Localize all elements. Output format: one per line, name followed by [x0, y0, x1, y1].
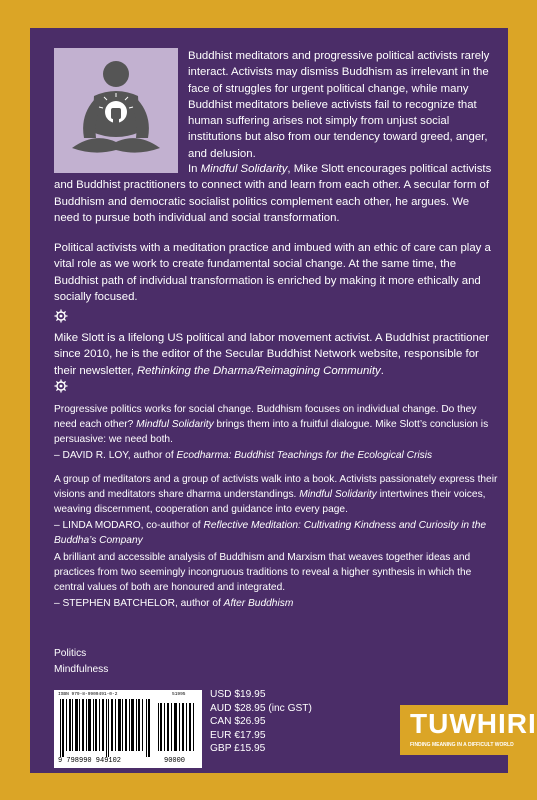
- intro-paragraph-2-start: In: [188, 163, 201, 175]
- price-can: CAN $26.95: [210, 716, 266, 728]
- endorsement-1-start: Progressive politics works for social change. Buddhism focuses on individual change. Do they need each other?: [54, 404, 477, 431]
- publisher-tagline: FINDING MEANING IN A DIFFICULT WORLD: [410, 742, 514, 748]
- barcode-addon-number: 90000: [164, 757, 186, 765]
- endorsement-2: [54, 472, 500, 548]
- price-aud: AUD $28.95 (inc GST): [210, 702, 312, 714]
- isbn-label: ISBN 979-8-9909491-0-2: [58, 692, 118, 697]
- dharma-wheel-icon: [54, 379, 68, 393]
- barcode-bars: [58, 699, 198, 757]
- endorsement-2-text: [54, 472, 500, 518]
- price-list: [210, 688, 312, 756]
- price-code: 51995: [172, 692, 186, 697]
- newsletter-title: Rethinking the Dharma/Reimagining Community: [136, 364, 381, 377]
- attribution-book-title: Reflective Meditation: Cultivating Kindness and Curiosity in the Buddha’s Company: [54, 519, 487, 546]
- endorsement-1-rest: brings them into a fruitful dialogue. Mike Slott’s conclusion is persuasive: we need both.: [54, 419, 489, 446]
- endorsement-2-start: A group of meditators and a group of activists walk into a book. Activists passionately express their visions and meditators share dharma understandings.: [54, 474, 498, 501]
- price-gbp: GBP £15.95: [210, 743, 266, 755]
- book-title-mention: Mindful Solidarity: [136, 419, 214, 431]
- author-bio-text: Mike Slott is a lifelong US political and labor movement activist. A Buddhist practitioner since 2010, he is the editor of the Secular Buddhist Network website, responsible for their newsletter,: [54, 332, 489, 377]
- intro-paragraph-2: [54, 161, 494, 226]
- cover-panel: [30, 28, 537, 773]
- price-eur: EUR €17.95: [210, 729, 266, 741]
- endorsement-3: [54, 550, 500, 611]
- book-title-mention: Mindful Solidarity: [200, 163, 288, 175]
- attribution-name: – STEPHEN BATCHELOR, author of: [54, 597, 224, 609]
- price-usd: USD $19.95: [210, 689, 266, 700]
- attribution-book-title: After Buddhism: [223, 597, 294, 609]
- category-politics: Politics: [54, 648, 87, 659]
- attribution-name: – DAVID R. LOY, author of: [54, 449, 177, 461]
- intro-paragraph-1: Buddhist meditators and progressive political activists rarely interact. Activists may dismiss Buddhism as irrelevant in the face of struggles for urgent political change, while many Buddhist meditators believe activists fail to recognize that human suffering arises not simply from unjust social institutions but also from our tendency toward greed, anger, and delusion.: [188, 50, 490, 160]
- endorsement-2-rest: intertwines their voices, weaving discernment, cooperation and guidance into every page.: [54, 489, 486, 516]
- category-mindfulness: Mindfulness: [54, 664, 109, 675]
- intro-paragraph-2-rest: , Mike Slott encourages political activists and Buddhist practitioners to connect with and learn from each other. A secular form of Buddhism and democratic socialist politics complement each other, he argues. We need to pursue both individual and social transformation.: [54, 163, 492, 224]
- endorsement-1-text: [54, 402, 500, 448]
- endorsement-3-text: A brilliant and accessible analysis of Buddhism and Marxism that weaves together ideas and practices from two seemingly incongruous traditions to reveal a higher synthesis in which the central values of both are honoured and integrated.: [54, 552, 472, 594]
- publisher-logo: [400, 705, 537, 755]
- barcode-number: 9 798990 949102: [58, 757, 122, 765]
- endorsement-1: [54, 402, 500, 463]
- meditating-figure-fist-icon: [54, 48, 178, 173]
- publisher-name: TUWHIRI: [410, 708, 537, 739]
- intro-paragraph-3: Political activists with a meditation practice and imbued with an ethic of care can play a vital role as we work to create fundamental social change. At the same time, the Buddhist path of individual transformation is enriched by making it more ethically and socially focused.: [54, 242, 491, 303]
- isbn-barcode: [54, 690, 202, 768]
- attribution-name: – LINDA MODARO, co-author of: [54, 519, 204, 531]
- endorsement-3-attribution: [54, 596, 500, 611]
- meditator-illustration: [54, 48, 178, 173]
- attribution-book-title: Ecodharma: Buddhist Teachings for the Ecological Crisis: [176, 449, 433, 461]
- author-bio-end: .: [380, 364, 384, 377]
- author-bio: [54, 330, 494, 379]
- endorsement-1-attribution: [54, 448, 500, 463]
- dharma-wheel-icon: [54, 309, 68, 323]
- book-title-mention: Mindful Solidarity: [299, 489, 377, 501]
- endorsement-2-attribution: [54, 518, 500, 548]
- bisac-categories: [54, 646, 108, 678]
